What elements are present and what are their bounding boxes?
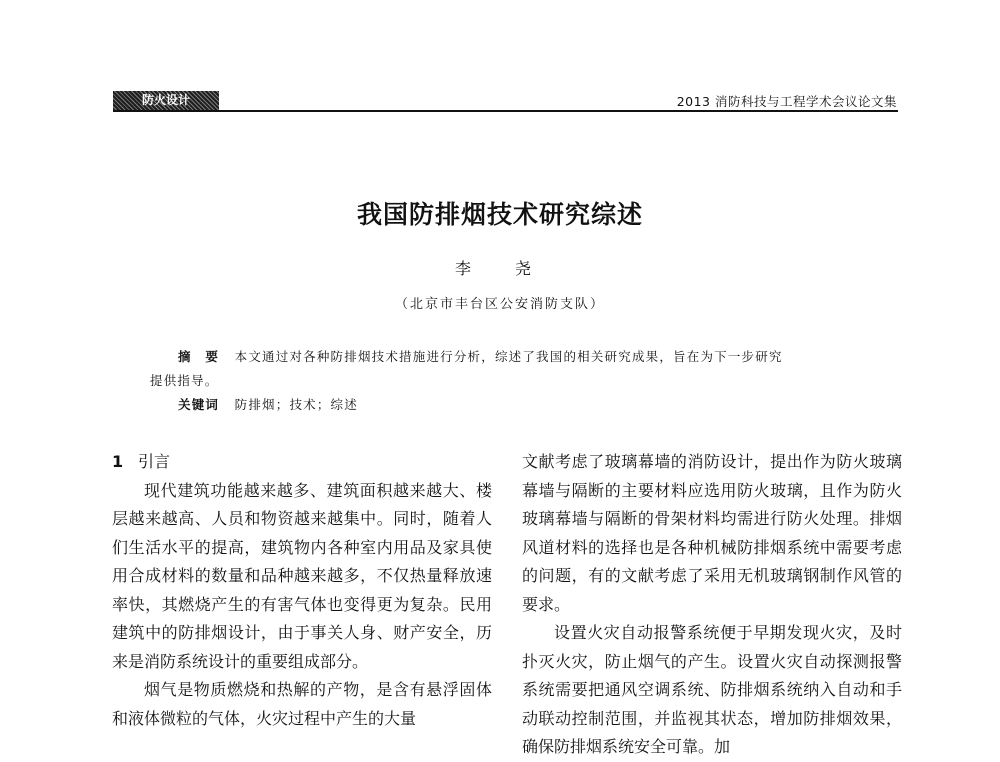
affiliation: （北京市丰台区公安消防支队） <box>394 297 605 312</box>
abstract-line-1 <box>150 345 870 369</box>
paragraph: 现代建筑功能越来越多、建筑面积越来越大、楼层越来越高、人员和物资越来越集中。同时，随着人们生活水平的提高，建筑物内各种室内用品及家具使用合成材料的数量和品种越来越多，不仅热量释放速率快，其燃烧产生的有害气体也变得更为复杂。民用建筑中的防排烟设计，由于事关人身、财产安全，历来是消防系统设计的重要组成部分。 <box>112 480 492 671</box>
author: 李 尧 <box>454 259 545 278</box>
section-heading <box>112 448 492 477</box>
section-tag: 防火设计 <box>113 91 219 110</box>
section-number: 1 <box>112 452 124 471</box>
abstract-text-1: 本文通过对各种防排烟技术措施进行分析，综述了我国的相关研究成果，旨在为下一步研究 <box>234 349 783 364</box>
abstract-text-2: 提供指导。 <box>150 373 219 388</box>
header-rule <box>113 110 898 112</box>
abstract <box>150 345 870 417</box>
right-column <box>522 448 902 762</box>
abstract-label: 摘 要 <box>178 349 220 364</box>
keywords-label: 关键词 <box>178 397 220 412</box>
left-column <box>112 448 492 733</box>
keywords-line <box>150 393 870 417</box>
paragraph: 烟气是物质燃烧和热解的产物，是含有悬浮固体和液体微粒的气体，火灾过程中产生的大量 <box>112 680 492 728</box>
paragraph: 文献考虑了玻璃幕墙的消防设计，提出作为防火玻璃幕墙与隔断的主要材料应选用防火玻璃，且作为防火玻璃幕墙与隔断的骨架材料均需进行防火处理。排烟风道材料的选择也是各种机械防排烟系统中需要考虑的问题，有的文献考虑了采用无机玻璃钢制作风管的要求。 <box>522 452 902 614</box>
abstract-line-2 <box>150 369 870 393</box>
paragraph: 设置火灾自动报警系统便于早期发现火灾，及时扑灭火灾，防止烟气的产生。设置火灾自动探测报警系统需要把通风空调系统、防排烟系统纳入自动和手动联动控制范围，并监视其状态，增加防排烟效果，确保防排烟系统安全可靠。加 <box>522 623 902 756</box>
keywords: 防排烟；技术；综述 <box>234 397 358 412</box>
section-title: 引言 <box>138 452 171 471</box>
journal-name: 2013 消防科技与工程学术会议论文集 <box>676 94 897 109</box>
paper-title: 我国防排烟技术研究综述 <box>356 200 643 229</box>
